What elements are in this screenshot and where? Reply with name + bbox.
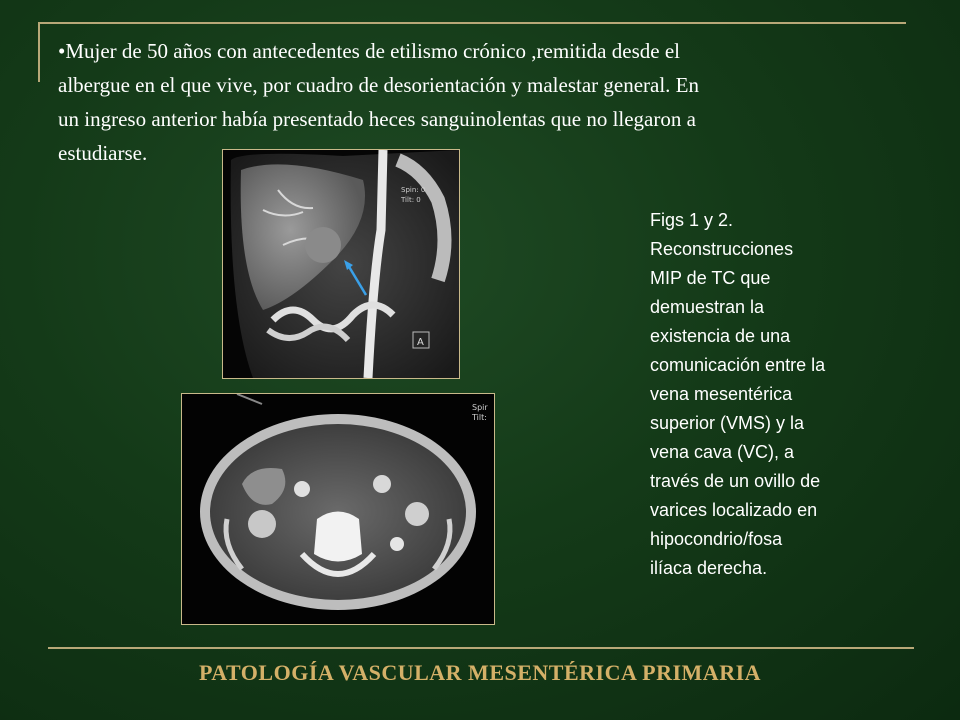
ct-coronal-mip-image — [222, 149, 460, 379]
case-line-4: estudiarse. — [58, 141, 148, 165]
case-line-1: •Mujer de 50 años con antecedentes de etilismo crónico ,remitida desde el — [58, 39, 680, 63]
top-rule-tick — [38, 22, 40, 82]
caption-line-3: MIP de TC que — [650, 268, 771, 288]
caption-line-12: hipocondrio/fosa — [650, 529, 783, 549]
scan1-overlay-1: Spin: 0 — [401, 186, 426, 194]
caption-line-5: existencia de una — [650, 326, 791, 346]
ct-axial-drawing — [182, 394, 494, 624]
ct-coronal-drawing — [223, 150, 459, 378]
caption-line-11: varices localizado en — [650, 500, 818, 520]
caption-line-10: través de un ovillo de — [650, 471, 821, 491]
bottom-rule — [48, 647, 914, 649]
scan2-overlay-1: Spir — [472, 403, 488, 412]
caption-line-7: vena mesentérica — [650, 384, 793, 404]
case-line-3: un ingreso anterior había presentado heces sanguinolentas que no llegaron a — [58, 107, 696, 131]
caption-line-1: Figs 1 y 2. — [650, 210, 734, 230]
slide-footer-title: PATOLOGÍA VASCULAR MESENTÉRICA PRIMARIA — [198, 660, 762, 685]
caption-line-6: comunicación entre la — [650, 355, 826, 375]
scan1-orientation-marker: A — [417, 337, 424, 348]
caption-line-9: vena cava (VC), a — [650, 442, 795, 462]
case-line-2: albergue en el que vive, por cuadro de desorientación y malestar general. En — [58, 73, 700, 97]
caption-line-4: demuestran la — [650, 297, 765, 317]
scan1-overlay-2: Tilt: 0 — [401, 196, 421, 204]
scan2-overlay-2: Tilt: — [472, 413, 487, 422]
ct-axial-image — [181, 393, 495, 625]
figure-caption — [650, 206, 890, 583]
caption-line-2: Reconstrucciones — [650, 239, 794, 259]
top-rule — [38, 22, 906, 24]
caption-line-8: superior (VMS) y la — [650, 413, 805, 433]
caption-line-13: ilíaca derecha. — [650, 558, 768, 578]
